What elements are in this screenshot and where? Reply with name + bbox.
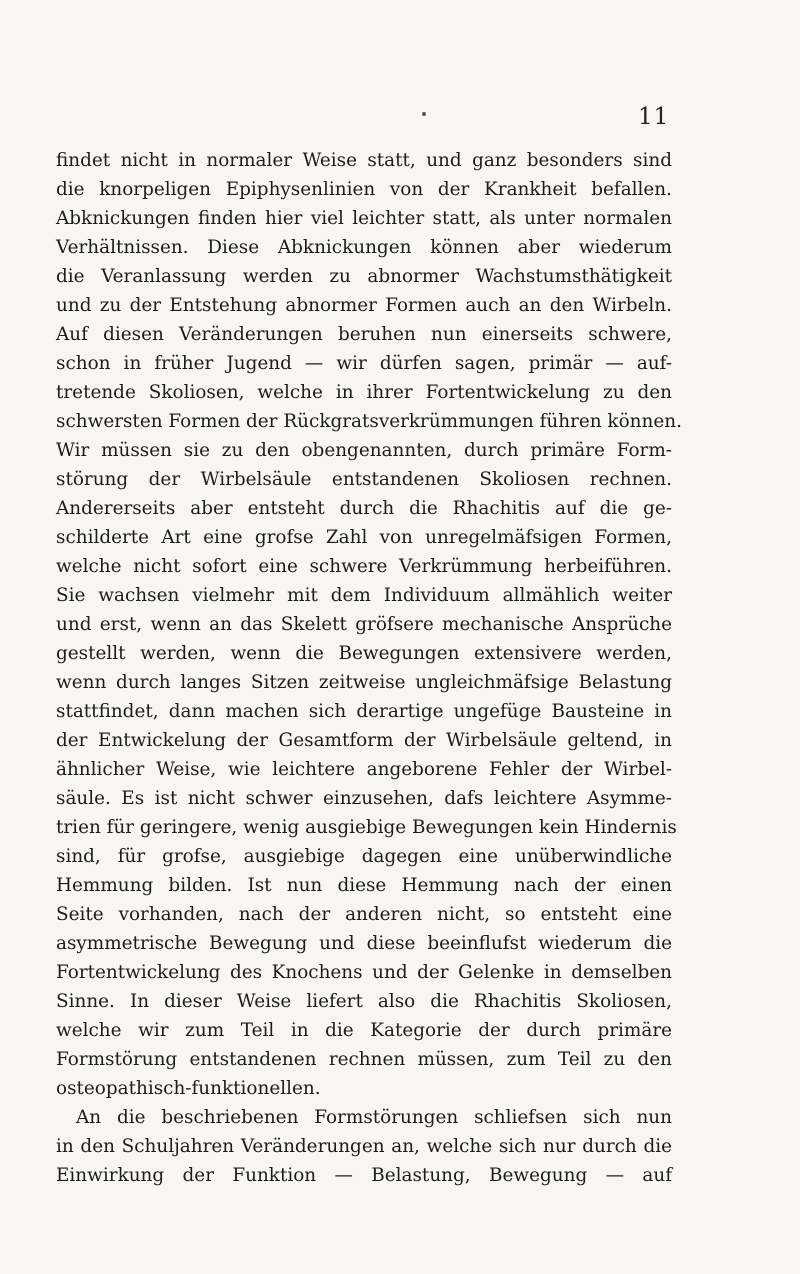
text-line: sind, für grofse, ausgiebige dagegen eine unüberwindliche (56, 846, 672, 867)
text-line: Andererseits aber entsteht durch die Rhachitis auf die ge- (56, 498, 672, 519)
text-line: in den Schuljahren Veränderungen an, welche sich nur durch die (56, 1136, 672, 1157)
text-line: Einwirkung der Funktion — Belastung, Bewegung — auf (56, 1165, 672, 1186)
text-line: Abknickungen finden hier viel leichter statt, als unter normalen (56, 208, 672, 229)
text-line: säule. Es ist nicht schwer einzusehen, dafs leichtere Asymme- (56, 788, 672, 809)
text-line: Seite vorhanden, nach der anderen nicht, so entsteht eine (56, 904, 672, 925)
text-line: welche nicht sofort eine schwere Verkrümmung herbeiführen. (56, 556, 672, 577)
text-line: stattfindet, dann machen sich derartige ungefüge Bausteine in (56, 701, 672, 722)
text-line: tretende Skoliosen, welche in ihrer Fortentwickelung zu den (56, 382, 672, 403)
body-text (56, 146, 682, 1190)
text-line: Fortentwickelung des Knochens und der Gelenke in demselben (56, 962, 672, 983)
text-line: störung der Wirbelsäule entstandenen Skoliosen rechnen. (56, 469, 672, 490)
text-line: schon in früher Jugend — wir dürfen sagen, primär — auf- (56, 353, 672, 374)
text-line: findet nicht in normaler Weise statt, und ganz besonders sind (56, 150, 672, 171)
text-line: die knorpeligen Epiphysenlinien von der Krankheit befallen. (56, 179, 672, 200)
text-line: Verhältnissen. Diese Abknickungen können aber wiederum (56, 237, 672, 258)
text-line: ähnlicher Weise, wie leichtere angeborene Fehler der Wirbel- (56, 759, 672, 780)
text-line: welche wir zum Teil in die Kategorie der durch primäre (56, 1020, 672, 1041)
text-line: schwersten Formen der Rückgratsverkrümmungen führen können. (56, 411, 682, 432)
text-line: und zu der Entstehung abnormer Formen auch an den Wirbeln. (56, 295, 672, 316)
text-line: der Entwickelung der Gesamtform der Wirbelsäule geltend, in (56, 730, 672, 751)
text-line: Formstörung entstandenen rechnen müssen, zum Teil zu den (56, 1049, 672, 1070)
text-line: Wir müssen sie zu den obengenannten, durch primäre Form- (56, 440, 672, 461)
text-line: und erst, wenn an das Skelett gröfsere mechanische Ansprüche (56, 614, 672, 635)
text-line: Sinne. In dieser Weise liefert also die Rhachitis Skoliosen, (56, 991, 672, 1012)
text-line: die Veranlassung werden zu abnormer Wachstumsthätigkeit (56, 266, 672, 287)
text-line-paragraph-end: osteopathisch-funktionellen. (56, 1078, 321, 1099)
text-line-paragraph-start: An die beschriebenen Formstörungen schliefsen sich nun (76, 1107, 672, 1128)
text-line: Auf diesen Veränderungen beruhen nun einerseits schwere, (56, 324, 672, 345)
text-line: trien für geringere, wenig ausgiebige Bewegungen kein Hindernis (56, 817, 677, 838)
text-line: Sie wachsen vielmehr mit dem Individuum allmählich weiter (56, 585, 672, 606)
text-line: gestellt werden, wenn die Bewegungen extensivere werden, (56, 643, 672, 664)
page-number: 11 (638, 104, 670, 130)
print-speck (422, 112, 426, 116)
text-line: schilderte Art eine grofse Zahl von unregelmäfsigen Formen, (56, 527, 672, 548)
text-line: asymmetrische Bewegung und diese beeinflufst wiederum die (56, 933, 672, 954)
text-line: wenn durch langes Sitzen zeitweise ungleichmäfsige Belastung (56, 672, 672, 693)
text-line: Hemmung bilden. Ist nun diese Hemmung nach der einen (56, 875, 672, 896)
